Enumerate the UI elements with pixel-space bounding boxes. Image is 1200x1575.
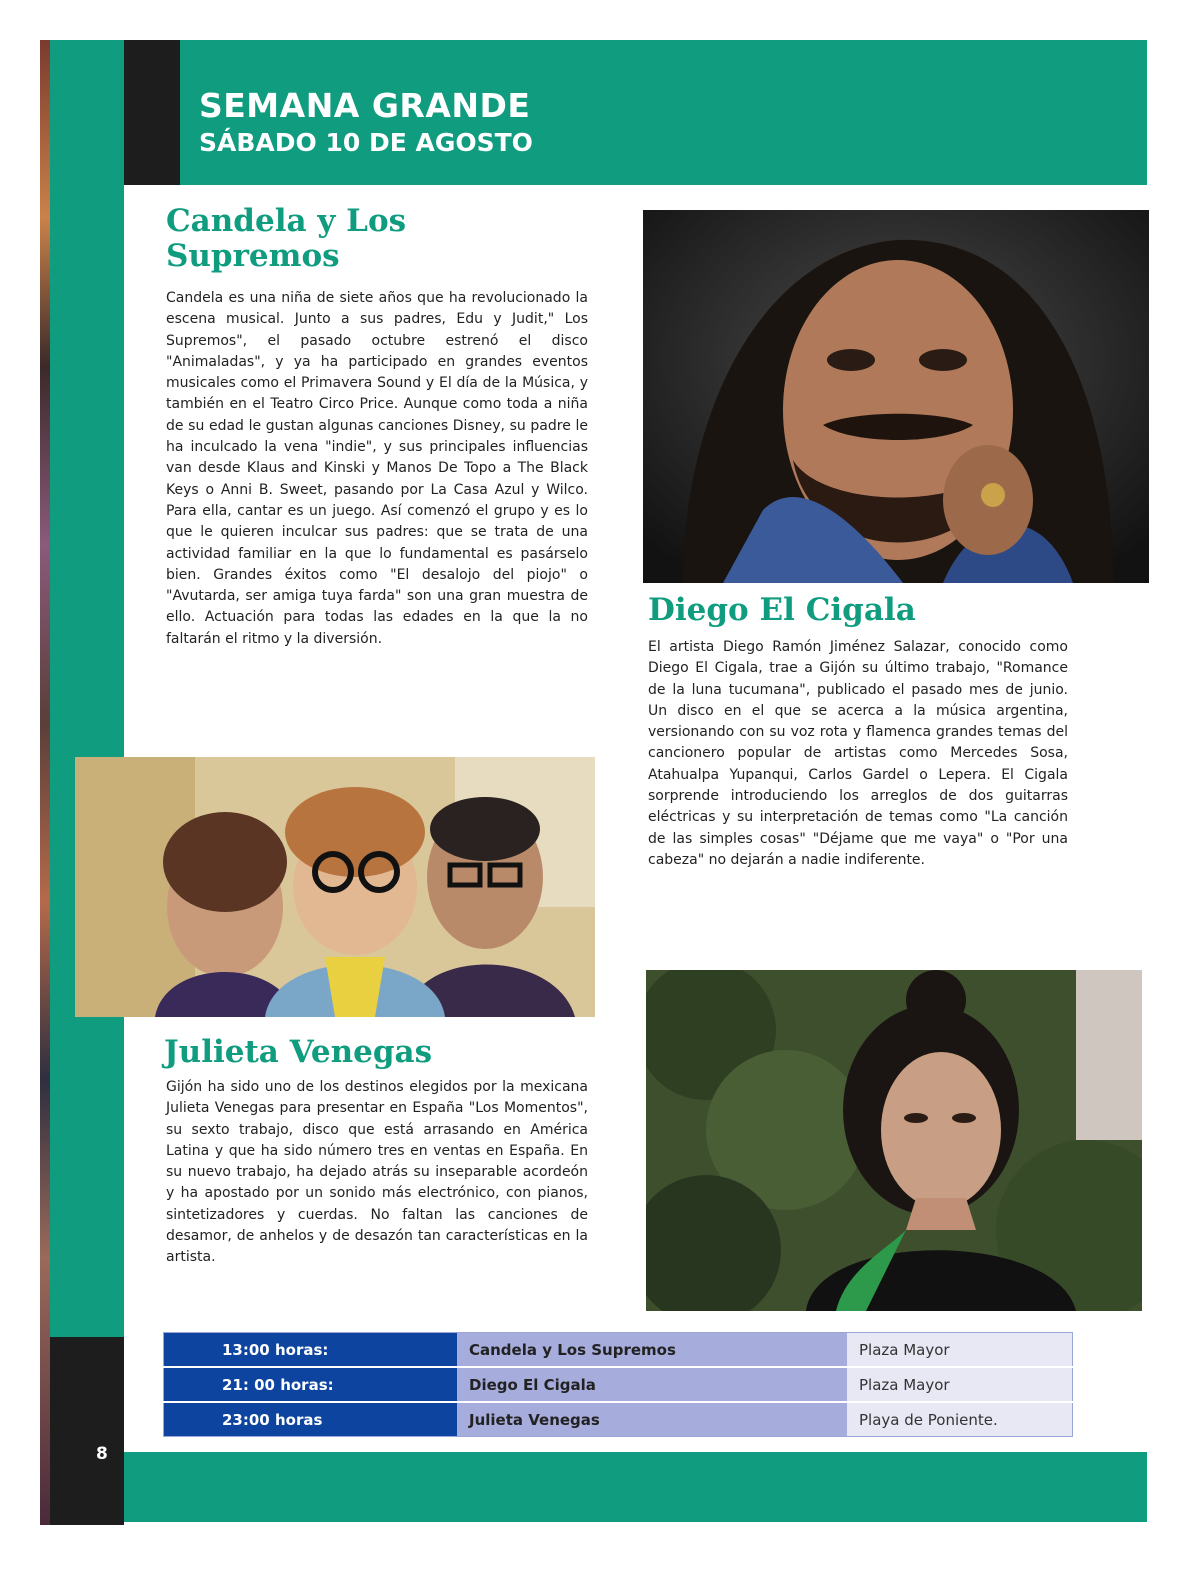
schedule-time: 13:00 horas: — [164, 1333, 458, 1368]
schedule-row — [164, 1402, 1073, 1437]
candela-body: Candela es una niña de siete años que ha revolucionado la escena musical. Junto a sus padres, Edu y Judit," Los Supremos", el pasado octubre estrenó el disco "Animaladas", y ya ha participado en grandes eventos musicales como el Primavera Sound y El día de la Música, y también en el Teatro Circo Price. Aunque como toda a niña de su edad le gustan algunas canciones Disney, su padre le ha inculcado la vena "indie", y sus principales influencias van desde Klaus and Kinski y Manos De Topo a The Black Keys o Anni B. Sweet, pasando por La Casa Azul y Wilco. Para ella, cantar es un juego. Así comenzó el grupo y es lo que le quieren inculcar sus padres: que se trata de una actividad familiar en la que lo fundamental es pasárselo bien. Grandes éxitos como "El desalojo del piojo" o "Avutarda, ser amiga tuya farda" son una gran muestra de ello. Actuación para todas las edades en la que la no faltarán el ritmo y la diversión. — [166, 290, 588, 647]
header-black-block — [124, 40, 180, 185]
cigala-body: El artista Diego Ramón Jiménez Salazar, conocido como Diego El Cigala, trae a Gijón su último trabajo, "Romance de la luna tucumana", publicado el pasado mes de junio. Un disco en el que se acerca a la música argentina, versionando con su voz rota y flamenca grandes temas del cancionero popular de artistas como Mercedes Sosa, Atahualpa Yupanqui, Carlos Gardel o Lepera. El Cigala sorprende introduciendo los arreglos de dos guitarras eléctricas y su interpretación de temas como "La canción de las simples cosas" "Déjame que me vaya" o "Por una cabeza" no dejarán a nadie indiferente. — [648, 639, 1068, 868]
schedule-artist: Julieta Venegas — [457, 1402, 847, 1437]
schedule-table — [163, 1332, 1073, 1437]
schedule-time: 21: 00 horas: — [164, 1367, 458, 1402]
footer-black-block — [50, 1337, 124, 1525]
schedule-venue: Playa de Poniente. — [847, 1402, 1073, 1437]
julieta-photo — [646, 970, 1142, 1311]
schedule-row — [164, 1367, 1073, 1402]
footer-banner — [124, 1452, 1147, 1522]
schedule-row — [164, 1333, 1073, 1368]
page-subtitle: SÁBADO 10 DE AGOSTO — [199, 128, 533, 157]
julieta-title: Julieta Venegas — [164, 1034, 433, 1070]
schedule-venue: Plaza Mayor — [847, 1367, 1073, 1402]
candela-photo — [75, 757, 595, 1017]
page-edge-strip — [40, 40, 50, 1525]
candela-title — [166, 204, 406, 273]
candela-title-line2: Supremos — [166, 237, 340, 274]
schedule-time: 23:00 horas — [164, 1402, 458, 1437]
cigala-title: Diego El Cigala — [648, 592, 916, 628]
cigala-photo — [643, 210, 1149, 583]
schedule-venue: Plaza Mayor — [847, 1333, 1073, 1368]
page-number: 8 — [96, 1444, 108, 1464]
candela-title-line1: Candela y Los — [166, 203, 407, 239]
schedule-artist: Candela y Los Supremos — [457, 1333, 847, 1368]
julieta-body: Gijón ha sido uno de los destinos elegidos por la mexicana Julieta Venegas para presentar en España "Los Momentos", su sexto trabajo, disco que está arrasando en América Latina y que ha sido número tres en ventas en España. En su nuevo trabajo, ha dejado atrás su inseparable acordeón y ha apostado por un sonido más electrónico, con pianos, sintetizadores y cuerdas. No faltan las canciones de desamor, de anhelos y de desazón tan características en la artista. — [166, 1079, 588, 1266]
page-title: SEMANA GRANDE — [199, 86, 531, 125]
schedule-artist: Diego El Cigala — [457, 1367, 847, 1402]
